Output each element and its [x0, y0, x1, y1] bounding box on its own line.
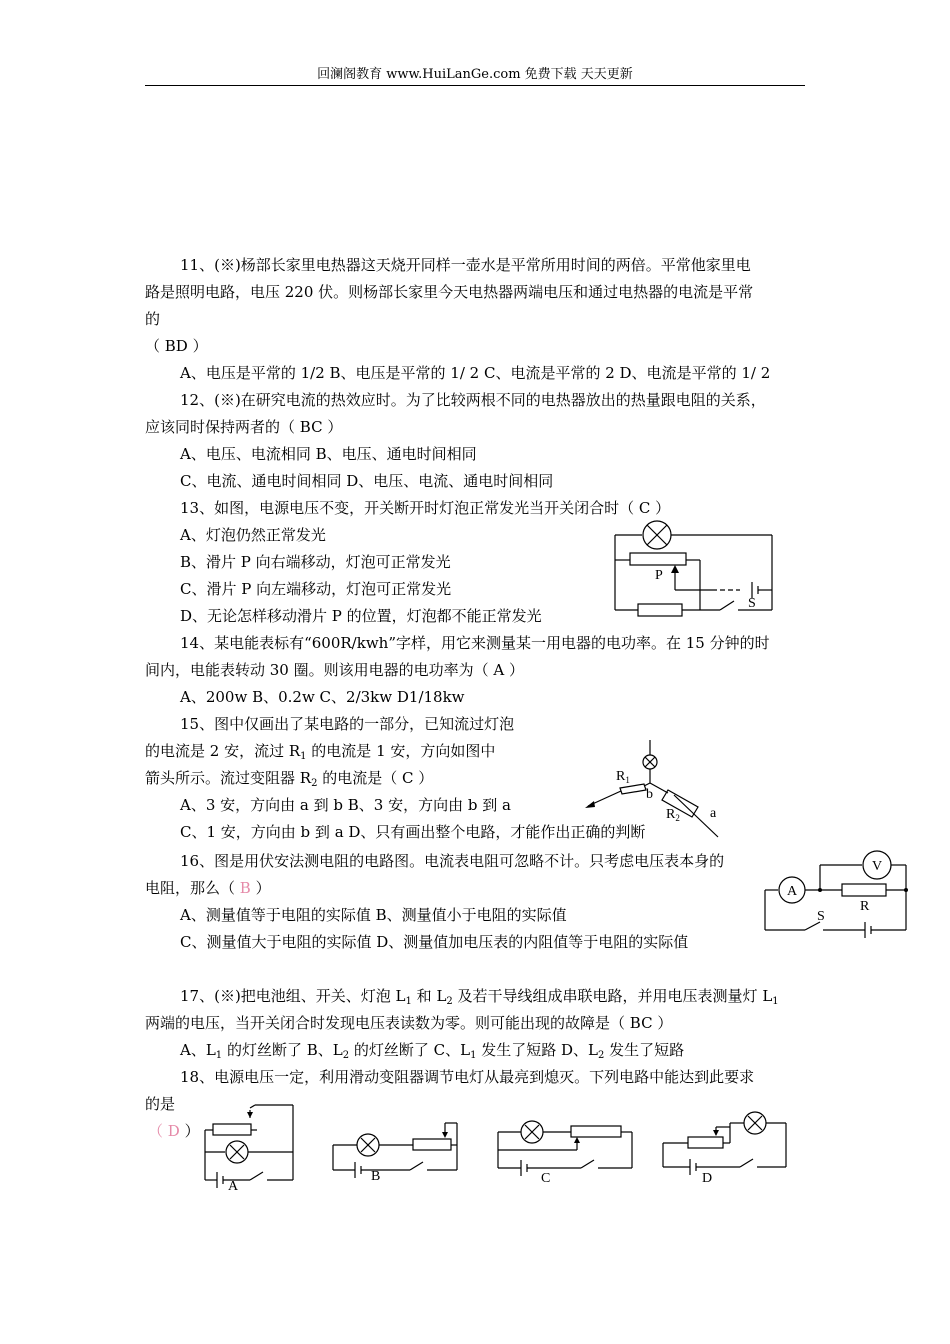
q18-label-b: B: [371, 1169, 381, 1184]
q15-label-r1: $R_1$: [616, 769, 630, 785]
q18-label-a: A: [228, 1179, 239, 1194]
q17-line1: 17、(※)把电池组、开关、灯泡 $L_1$ 和 $L_2$ 及若干导线组成串联电路，并用电压表测量灯 $L_1$: [180, 987, 779, 1007]
q11-options: A、电压是平常的 1/2 B、电压是平常的 1/ 2 C、电流是平常的 2 D、电流是平常的 1/ 2: [180, 364, 771, 382]
page-header: 回澜阁教育 www.HuiLanGe.com 免费下载 天天更新: [317, 67, 633, 82]
q15-options-cd: C、1 安，方向由 b 到 a D、只有画出整个电路，才能作出正确的判断: [180, 823, 646, 841]
q15-line3: 箭头所示。流过变阻器 $R_2$ 的电流是（ C ）: [145, 769, 434, 789]
q18-line2: 的是: [145, 1095, 176, 1113]
q16-line2: 电阻，那么（ B ）: [145, 879, 271, 897]
q17-options: A、$L_1$ 的灯丝断了 B、$L_2$ 的灯丝断了 C、$L_1$ 发生了短路 D、$L_2$ 发生了短路: [180, 1041, 685, 1061]
q11-line3: 的: [145, 310, 161, 328]
rheostat-icon: [213, 1124, 251, 1135]
resistor-icon: [842, 884, 886, 896]
q18-label-c: C: [541, 1171, 551, 1186]
q15-label-a: a: [710, 806, 717, 821]
q12-options-cd: C、电流、通电时间相同 D、电压、电流、通电时间相同: [180, 472, 554, 490]
q18-answer-line: （ D ）: [148, 1122, 200, 1140]
q15-line1: 15、图中仅画出了某电路的一部分，已知流过灯泡: [180, 715, 515, 733]
q18-line1: 18、电源电压一定，利用滑动变阻器调节电灯从最亮到熄灭。下列电路中能达到此要求: [180, 1068, 755, 1086]
q13-option-b: B、滑片 P 向右端移动，灯泡可正常发光: [180, 553, 451, 571]
q13-label-s: S: [748, 596, 756, 611]
q15-label-r2: $R_2$: [666, 807, 680, 823]
q18-answer: D: [167, 1122, 180, 1140]
rheostat-icon: [571, 1126, 621, 1137]
q13-option-a: A、灯泡仍然正常发光: [180, 526, 326, 544]
q14-line2: 间内，电能表转动 30 圈。则该用电器的电功率为（ A ）: [145, 661, 524, 679]
header-divider: [145, 85, 805, 86]
q18-circuit-b: [325, 1115, 465, 1184]
q16-circuit-diagram: [760, 850, 910, 940]
q16-label-s: S: [817, 909, 825, 924]
q13-circuit-diagram: [600, 515, 780, 620]
rheostat-icon: [413, 1139, 451, 1150]
switch-icon: [740, 1159, 753, 1167]
rheostat-icon: [688, 1137, 723, 1148]
q12-line1: 12、(※)在研究电流的热效应时。为了比较两根不同的电热器放出的热量跟电阻的关系，: [180, 391, 766, 409]
q18-circuit-c: [493, 1110, 638, 1186]
q15-circuit-diagram: [580, 735, 730, 840]
q13-stem: 13、如图，电源电压不变，开关断开时灯泡正常发光当开关闭合时（ C ）: [180, 499, 671, 517]
q16-options-ab: A、测量值等于电阻的实际值 B、测量值小于电阻的实际值: [180, 906, 567, 924]
q15-line2: 的电流是 2 安，流过 $R_1$ 的电流是 1 安，方向如图中: [145, 742, 496, 762]
q13-label-p: P: [655, 568, 663, 583]
q16-answer: B: [239, 879, 251, 897]
q16-label-r: R: [860, 899, 870, 914]
resistor-icon: [638, 604, 682, 616]
q11-answer: （ BD ）: [145, 337, 208, 355]
q18-circuit-a: [195, 1100, 300, 1194]
q11-line2: 路是照明电路，电压 220 伏。则杨部长家里今天电热器两端电压和通过电热器的电流是平常: [145, 283, 754, 301]
q14-options: A、200w B、0.2w C、2/3kw D1/18kw: [180, 688, 465, 706]
q12-line2: 应该同时保持两者的（ BC ）: [145, 418, 343, 436]
q16-options-cd: C、测量值大于电阻的实际值 D、测量值加电压表的内阻值等于电阻的实际值: [180, 933, 689, 951]
q18-circuit-d: [658, 1105, 793, 1186]
q13-option-c: C、滑片 P 向左端移动，灯泡可正常发光: [180, 580, 452, 598]
q16-line1: 16、图是用伏安法测电阻的电路图。电流表电阻可忽略不计。只考虑电压表本身的: [180, 852, 725, 870]
q16-label-a: A: [787, 884, 798, 899]
rheostat-icon: [630, 553, 686, 565]
switch-icon: [410, 1162, 423, 1170]
q13-option-d: D、无论怎样移动滑片 P 的位置，灯泡都不能正常发光: [180, 607, 542, 625]
q18-label-d: D: [702, 1171, 713, 1186]
q15-options-ab: A、3 安，方向由 a 到 b B、3 安，方向由 b 到 a: [180, 796, 511, 814]
q14-line1: 14、某电能表标有“600R/kwh”字样，用它来测量某一用电器的电功率。在 15 分钟的时: [180, 634, 770, 652]
switch-icon: [581, 1160, 594, 1168]
q12-options-ab: A、电压、电流相同 B、电压、通电时间相同: [180, 445, 477, 463]
q15-label-b: b: [646, 787, 653, 802]
switch-icon: [250, 1172, 263, 1180]
resistor-r1-icon: [620, 784, 646, 794]
q11-line1: 11、(※)杨部长家里电热器这天烧开同样一壶水是平常所用时间的两倍。平常他家里电: [180, 256, 751, 274]
q17-line2: 两端的电压，当开关闭合时发现电压表读数为零。则可能出现的故障是（ BC ）: [145, 1014, 673, 1032]
q16-label-v: V: [872, 859, 883, 874]
switch-icon: [720, 601, 734, 610]
